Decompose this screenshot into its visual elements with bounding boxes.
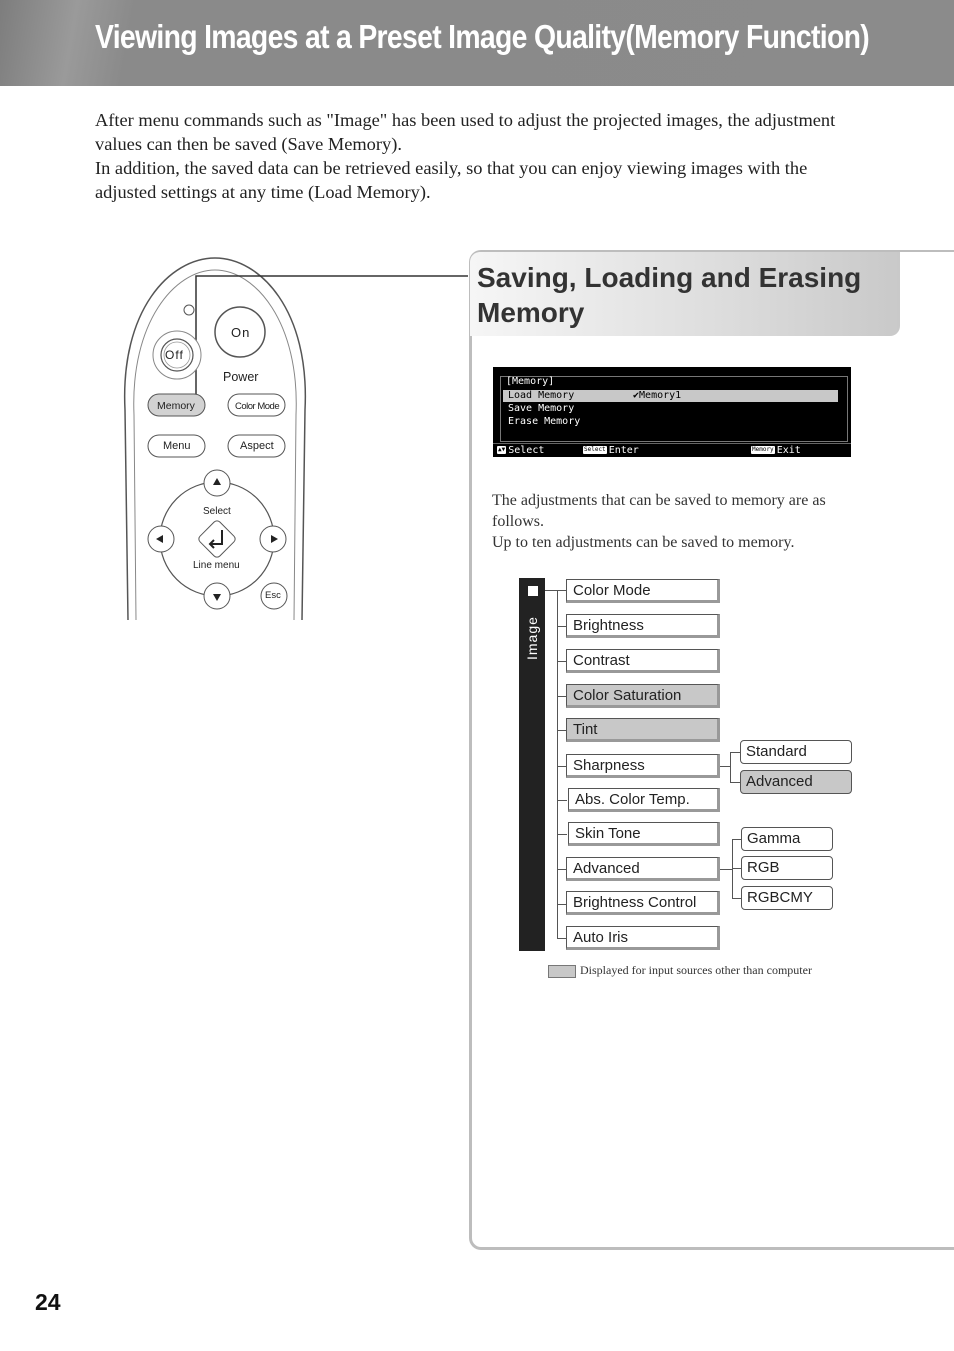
page-title: Viewing Images at a Preset Image Quality(Memory Function) xyxy=(95,18,870,55)
legend-swatch xyxy=(548,965,576,978)
tree-item-abs-color-temp: Abs. Color Temp. xyxy=(568,788,720,812)
menu-label: Menu xyxy=(163,440,191,452)
intro-line-1: After menu commands such as "Image" has been used to adjust the projected images, the adjustment xyxy=(95,110,836,130)
tree-branch xyxy=(720,766,730,767)
description-line-3: Up to ten adjustments can be saved to memory. xyxy=(492,534,795,551)
color-mode-label: Color Mode xyxy=(235,401,280,412)
select-label: Select xyxy=(203,506,231,517)
legend-text: Displayed for input sources other than computer xyxy=(580,963,812,977)
power-label: Power xyxy=(223,370,259,384)
memory-label: Memory xyxy=(157,400,195,412)
tree-subitem-advanced-sharpness: Advanced xyxy=(740,770,852,794)
off-label: Off xyxy=(165,348,184,362)
tree-item-brightness-control: Brightness Control xyxy=(566,891,720,915)
tree-item-contrast: Contrast xyxy=(566,649,720,673)
tree-trunk-line xyxy=(557,590,558,939)
osd-item-label: Load Memory xyxy=(508,390,575,401)
page-number: 24 xyxy=(35,1289,61,1315)
osd-selected-value: ✔Memory1 xyxy=(633,390,682,401)
tree-item-sharpness: Sharpness xyxy=(566,754,720,778)
osd-item-save-memory[interactable]: Save Memory xyxy=(508,403,575,414)
osd-item-load-memory[interactable] xyxy=(503,390,838,402)
osd-footer xyxy=(493,443,851,457)
tree-item-color-mode: Color Mode xyxy=(566,579,720,603)
tree-subitem-rgb: RGB xyxy=(741,856,833,880)
osd-title: [Memory] xyxy=(506,376,555,387)
tree-item-brightness: Brightness xyxy=(566,614,720,638)
osd-selected-value-text: Memory1 xyxy=(639,390,682,401)
tree-subitem-gamma: Gamma xyxy=(741,827,833,851)
osd-footer-enter-text: Enter xyxy=(608,445,639,456)
updown-icon: ▲▼ xyxy=(498,446,506,453)
description-line-2: follows. xyxy=(492,513,544,530)
osd-footer-select-text: Select xyxy=(508,445,545,456)
tree-branch xyxy=(720,869,732,870)
tree-item-advanced: Advanced xyxy=(566,857,720,881)
osd-item-erase-memory[interactable]: Erase Memory xyxy=(508,416,581,427)
on-label: On xyxy=(231,325,251,340)
tree-item-auto-iris: Auto Iris xyxy=(566,926,720,950)
intro-line-3: In addition, the saved data can be retrieved easily, so that you can enjoy viewing images with the xyxy=(95,158,808,178)
tree-item-tint: Tint xyxy=(566,718,720,742)
memory-osd-menu xyxy=(493,367,851,457)
osd-footer-exit xyxy=(751,444,801,457)
section-title-line-1: Saving, Loading and Erasing xyxy=(477,262,862,293)
osd-footer-enter xyxy=(583,444,639,457)
aspect-label: Aspect xyxy=(240,440,274,452)
memory-button-icon: Memory xyxy=(752,446,774,453)
intro-line-4: adjusted settings at any time (Load Memory). xyxy=(95,182,431,202)
menu-square-icon xyxy=(528,586,538,596)
tree-branch xyxy=(557,800,567,801)
tree-item-skin-tone: Skin Tone xyxy=(568,822,720,846)
line-menu-label: Line menu xyxy=(193,560,240,571)
tree-sub-line xyxy=(730,752,731,782)
tree-subitem-rgbcmy: RGBCMY xyxy=(741,886,833,910)
tree-item-color-saturation: Color Saturation xyxy=(566,684,720,708)
intro-line-2: values can then be saved (Save Memory). xyxy=(95,134,402,154)
osd-footer-exit-text: Exit xyxy=(776,445,801,456)
tree-branch xyxy=(557,834,567,835)
section-title xyxy=(477,260,861,330)
tree-subitem-standard: Standard xyxy=(740,740,852,764)
section-title-line-2: Memory xyxy=(477,297,585,328)
select-button-icon: Select xyxy=(584,446,606,453)
description-line-1: The adjustments that can be saved to memory are as xyxy=(492,492,826,509)
osd-footer-select xyxy=(497,444,544,457)
image-menu-label: Image xyxy=(524,616,540,660)
esc-label: Esc xyxy=(265,590,281,601)
